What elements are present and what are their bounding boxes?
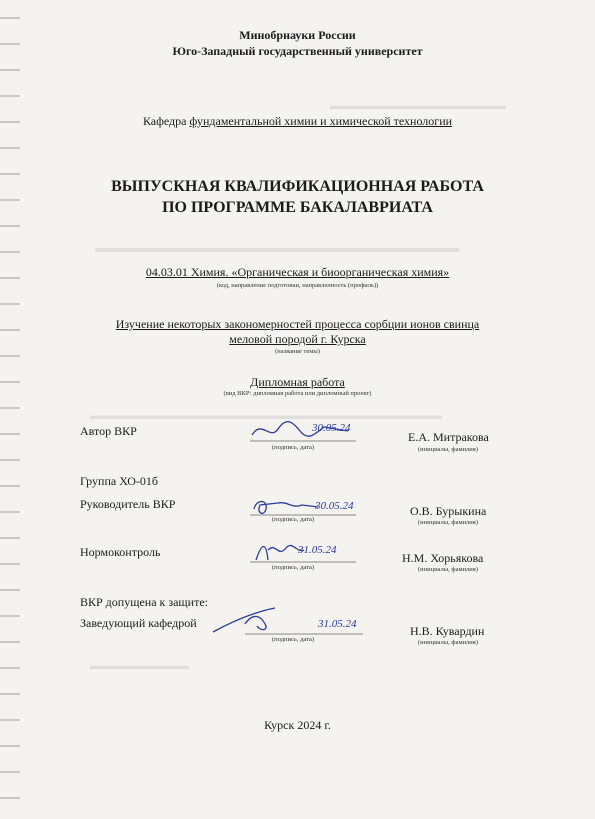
normcontrol-label: Нормоконтроль xyxy=(80,545,161,559)
normcontrol-sig-date: 31.05.24 xyxy=(298,544,337,556)
group: Группа ХО-01б xyxy=(80,474,159,488)
direction: 04.03.01 Химия. «Органическая и биоорганическая химия» xyxy=(145,265,450,279)
department-name: фундаментальной химии и химической технологии xyxy=(189,114,453,128)
doc-title-line1: ВЫПУСКНАЯ КВАЛИФИКАЦИОННАЯ РАБОТА xyxy=(111,178,484,195)
normcontrol-sig-caption: (подпись, дата) xyxy=(272,564,315,571)
normcontrol-name-caption: (инициалы, фамилия) xyxy=(418,566,478,573)
department xyxy=(0,114,595,129)
topic-line2: меловой породой г. Курска xyxy=(229,332,366,346)
normcontrol-name: Н.М. Хорьякова xyxy=(402,551,484,565)
work-type: Дипломная работа xyxy=(250,375,345,389)
author-label: Автор ВКР xyxy=(80,424,137,438)
bleed-through: ▬▬▬▬▬▬▬▬▬▬▬▬▬▬▬▬▬▬▬▬▬▬▬▬▬▬▬▬ xyxy=(95,240,459,255)
author-sig-date: 30.05.24 xyxy=(312,422,351,434)
supervisor-name-caption: (инициалы, фамилия) xyxy=(418,519,478,526)
topic-caption: (название темы) xyxy=(275,348,320,355)
direction-caption: (код, направление подготовки, направленность (профиль)) xyxy=(216,282,379,289)
department-prefix: Кафедра xyxy=(142,114,190,128)
doc-title-line2: ПО ПРОГРАММЕ БАКАЛАВРИАТА xyxy=(162,199,433,216)
supervisor-name: О.В. Бурыкина xyxy=(410,504,487,518)
author-sig-caption: (подпись, дата) xyxy=(272,444,315,451)
bleed-through: ▬▬▬▬▬▬▬▬▬ xyxy=(90,660,189,672)
author-name: Е.А. Митракова xyxy=(408,430,489,444)
admitted-label: ВКР допущена к защите: xyxy=(80,595,208,609)
ministry: Минобрнауки России xyxy=(239,28,356,42)
head-name: Н.В. Кувардин xyxy=(410,624,485,638)
head-label: Заведующий кафедрой xyxy=(80,616,197,630)
bleed-through: ▬▬▬▬▬▬▬▬▬▬▬▬▬▬▬▬ xyxy=(330,100,506,112)
university: Юго-Западный государственный университет xyxy=(172,44,423,58)
topic-line1: Изучение некоторых закономерностей процесса сорбции ионов свинца xyxy=(115,317,480,331)
supervisor-sig-caption: (подпись, дата) xyxy=(272,516,315,523)
work-type-caption: (вид ВКР: дипломная работа или дипломный проект) xyxy=(223,390,372,397)
head-sig-date: 31.05.24 xyxy=(318,618,357,630)
city-year: Курск 2024 г. xyxy=(264,718,331,732)
author-name-caption: (инициалы, фамилия) xyxy=(418,446,478,453)
head-name-caption: (инициалы, фамилия) xyxy=(418,639,478,646)
head-sig-caption: (подпись, дата) xyxy=(272,636,315,643)
supervisor-sig-date: 30.05.24 xyxy=(315,500,354,512)
bleed-through: ▬▬▬▬▬▬▬▬▬▬▬▬▬▬▬▬▬▬▬▬▬▬▬▬▬▬▬▬▬▬▬▬ xyxy=(90,410,442,422)
supervisor-label: Руководитель ВКР xyxy=(80,497,176,511)
